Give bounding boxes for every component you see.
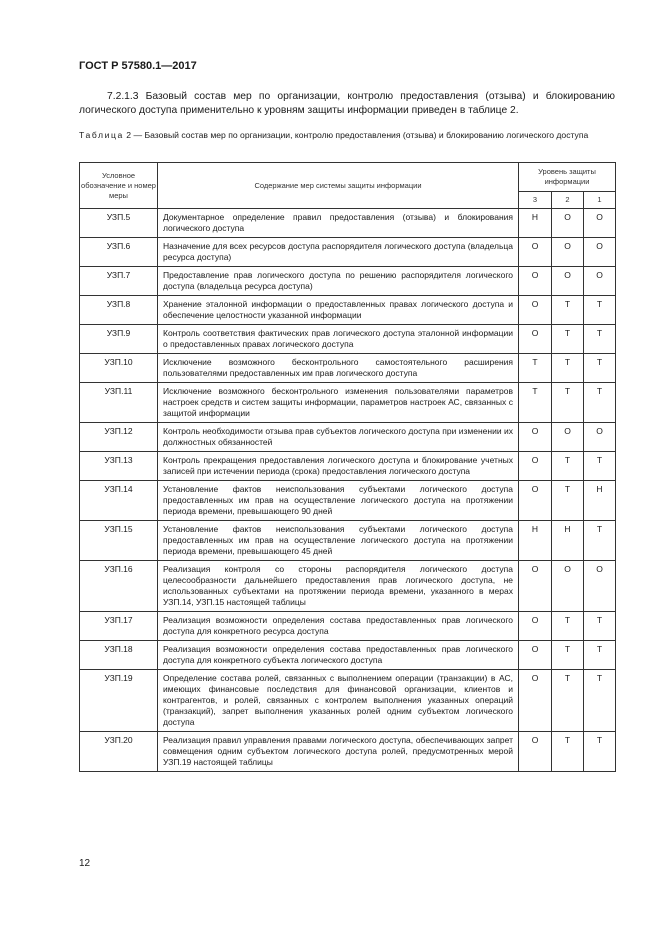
- measure-description: Контроль прекращения предоставления логического доступа и блокирование учетных записей при истечении периода (срока) предоставления логического доступа: [158, 452, 519, 481]
- header-level-3: 3: [519, 192, 552, 209]
- measure-description: Контроль соответствия фактических прав логического доступа эталонной информации о предоставленных правах логического доступа: [158, 325, 519, 354]
- table-caption-label: Таблица: [79, 130, 124, 140]
- measure-code: УЗП.16: [80, 561, 158, 612]
- measure-description: Реализация правил управления правами логического доступа, обеспечивающих запрет совмещения одним субъектом логического доступа ролей, предусмотренных мерой УЗП.19 настоящей таблицы: [158, 732, 519, 772]
- measure-description: Документарное определение правил предоставления (отзыва) и блокирования логического доступа: [158, 209, 519, 238]
- level-2-value: Т: [552, 452, 584, 481]
- level-3-value: О: [519, 267, 552, 296]
- measure-code: УЗП.12: [80, 423, 158, 452]
- measure-description: Хранение эталонной информации о предоставленных правах логического доступа и обеспечение целостности указанной информации: [158, 296, 519, 325]
- header-level: Уровень защиты информации: [519, 163, 616, 192]
- level-1-value: Т: [584, 354, 616, 383]
- level-3-value: О: [519, 325, 552, 354]
- header-level-2: 2: [552, 192, 584, 209]
- level-2-value: Т: [552, 670, 584, 732]
- measure-code: УЗП.5: [80, 209, 158, 238]
- level-3-value: Н: [519, 209, 552, 238]
- table-row: [80, 561, 616, 612]
- table-row: [80, 732, 616, 772]
- level-1-value: О: [584, 561, 616, 612]
- level-2-value: Т: [552, 641, 584, 670]
- table-caption-text: 2 — Базовый состав мер по организации, контролю предоставления (отзыва) и блокированию логического доступа: [126, 130, 589, 140]
- level-3-value: Т: [519, 383, 552, 423]
- level-2-value: Т: [552, 612, 584, 641]
- measure-code: УЗП.14: [80, 481, 158, 521]
- level-2-value: Т: [552, 481, 584, 521]
- table-row: [80, 238, 616, 267]
- measure-code: УЗП.17: [80, 612, 158, 641]
- table-row: [80, 383, 616, 423]
- measures-table: [79, 162, 616, 772]
- level-2-value: Т: [552, 732, 584, 772]
- table-row: [80, 267, 616, 296]
- level-2-value: Т: [552, 296, 584, 325]
- level-1-value: Т: [584, 612, 616, 641]
- level-2-value: Т: [552, 354, 584, 383]
- level-2-value: О: [552, 209, 584, 238]
- table-row: [80, 670, 616, 732]
- level-1-value: Т: [584, 670, 616, 732]
- table-row: [80, 423, 616, 452]
- measure-code: УЗП.11: [80, 383, 158, 423]
- level-2-value: О: [552, 267, 584, 296]
- level-1-value: Т: [584, 641, 616, 670]
- level-3-value: О: [519, 238, 552, 267]
- measure-code: УЗП.10: [80, 354, 158, 383]
- measure-description: Реализация контроля со стороны распорядителя логического доступа целесообразности дальнейшего предоставления прав логического доступа, не использованных субъектами на протяжении периода времени, указанного в мерах УЗП.14, УЗП.15 настоящей таблицы: [158, 561, 519, 612]
- measure-description: Установление фактов неиспользования субъектами логического доступа предоставленных им прав на осуществление логического доступа на протяжении периода времени, превышающего 45 дней: [158, 521, 519, 561]
- level-3-value: Н: [519, 521, 552, 561]
- measure-description: Контроль необходимости отзыва прав субъектов логического доступа при изменении их должностных обязанностей: [158, 423, 519, 452]
- table-row: [80, 612, 616, 641]
- measure-code: УЗП.15: [80, 521, 158, 561]
- measure-code: УЗП.20: [80, 732, 158, 772]
- measure-description: Исключение возможного бесконтрольного самостоятельного расширения пользователями предоставленных им прав логического доступа: [158, 354, 519, 383]
- level-1-value: Т: [584, 452, 616, 481]
- measure-description: Установление фактов неиспользования субъектами логического доступа предоставленных им прав на осуществление логического доступа на протяжении периода времени, превышающего 90 дней: [158, 481, 519, 521]
- measure-description: Определение состава ролей, связанных с выполнением операции (транзакции) в АС, имеющих финансовые последствия для финансовой организации, клиентов и контрагентов, и ролей, связанных с контролем выполнения указанных операций (транзакций), запрет выполнения указанных ролей одним субъектом логического доступа: [158, 670, 519, 732]
- measure-description: Назначение для всех ресурсов доступа распорядителя логического доступа (владельца ресурса доступа): [158, 238, 519, 267]
- table-row: [80, 452, 616, 481]
- table-row: [80, 481, 616, 521]
- table-row: [80, 354, 616, 383]
- level-1-value: О: [584, 423, 616, 452]
- level-1-value: Т: [584, 521, 616, 561]
- level-2-value: Н: [552, 521, 584, 561]
- level-1-value: Т: [584, 325, 616, 354]
- level-2-value: Т: [552, 325, 584, 354]
- measure-description: Предоставление прав логического доступа по решению распорядителя логического доступа (владельца ресурса доступа): [158, 267, 519, 296]
- level-1-value: Т: [584, 732, 616, 772]
- level-3-value: О: [519, 670, 552, 732]
- header-code: Условное обозначение и номер меры: [80, 163, 158, 209]
- measure-code: УЗП.19: [80, 670, 158, 732]
- level-3-value: О: [519, 641, 552, 670]
- level-1-value: Т: [584, 383, 616, 423]
- level-3-value: О: [519, 561, 552, 612]
- intro-paragraph: 7.2.1.3 Базовый состав мер по организации, контролю предоставления (отзыва) и блокированию логического доступа применительно к уровням защиты информации приведен в таблице 2.: [79, 91, 615, 116]
- measure-description: Реализация возможности определения состава предоставленных прав логического доступа для конкретного субъекта логического доступа: [158, 641, 519, 670]
- document-id: ГОСТ Р 57580.1—2017: [79, 60, 197, 72]
- measure-code: УЗП.7: [80, 267, 158, 296]
- level-3-value: Т: [519, 354, 552, 383]
- page-number: 12: [79, 858, 91, 869]
- measure-code: УЗП.8: [80, 296, 158, 325]
- measure-description: Исключение возможного бесконтрольного изменения пользователями параметров настроек средств и систем защиты информации, параметров настроек АС, связанных с защитой информации: [158, 383, 519, 423]
- table-row: [80, 641, 616, 670]
- measure-description: Реализация возможности определения состава предоставленных прав логического доступа для конкретного ресурса доступа: [158, 612, 519, 641]
- level-2-value: О: [552, 238, 584, 267]
- level-1-value: О: [584, 238, 616, 267]
- header-content: Содержание мер системы защиты информации: [158, 163, 519, 209]
- level-2-value: О: [552, 423, 584, 452]
- level-3-value: О: [519, 296, 552, 325]
- table-caption: [79, 130, 615, 142]
- level-2-value: О: [552, 561, 584, 612]
- level-1-value: О: [584, 267, 616, 296]
- measure-code: УЗП.18: [80, 641, 158, 670]
- level-3-value: О: [519, 423, 552, 452]
- level-1-value: Т: [584, 296, 616, 325]
- table-row: [80, 325, 616, 354]
- header-level-1: 1: [584, 192, 616, 209]
- level-3-value: О: [519, 732, 552, 772]
- level-2-value: Т: [552, 383, 584, 423]
- level-1-value: Н: [584, 481, 616, 521]
- level-3-value: О: [519, 481, 552, 521]
- measure-code: УЗП.6: [80, 238, 158, 267]
- table-row: [80, 296, 616, 325]
- level-1-value: О: [584, 209, 616, 238]
- level-3-value: О: [519, 452, 552, 481]
- level-3-value: О: [519, 612, 552, 641]
- table-row: [80, 521, 616, 561]
- measure-code: УЗП.13: [80, 452, 158, 481]
- table-row: [80, 209, 616, 238]
- measure-code: УЗП.9: [80, 325, 158, 354]
